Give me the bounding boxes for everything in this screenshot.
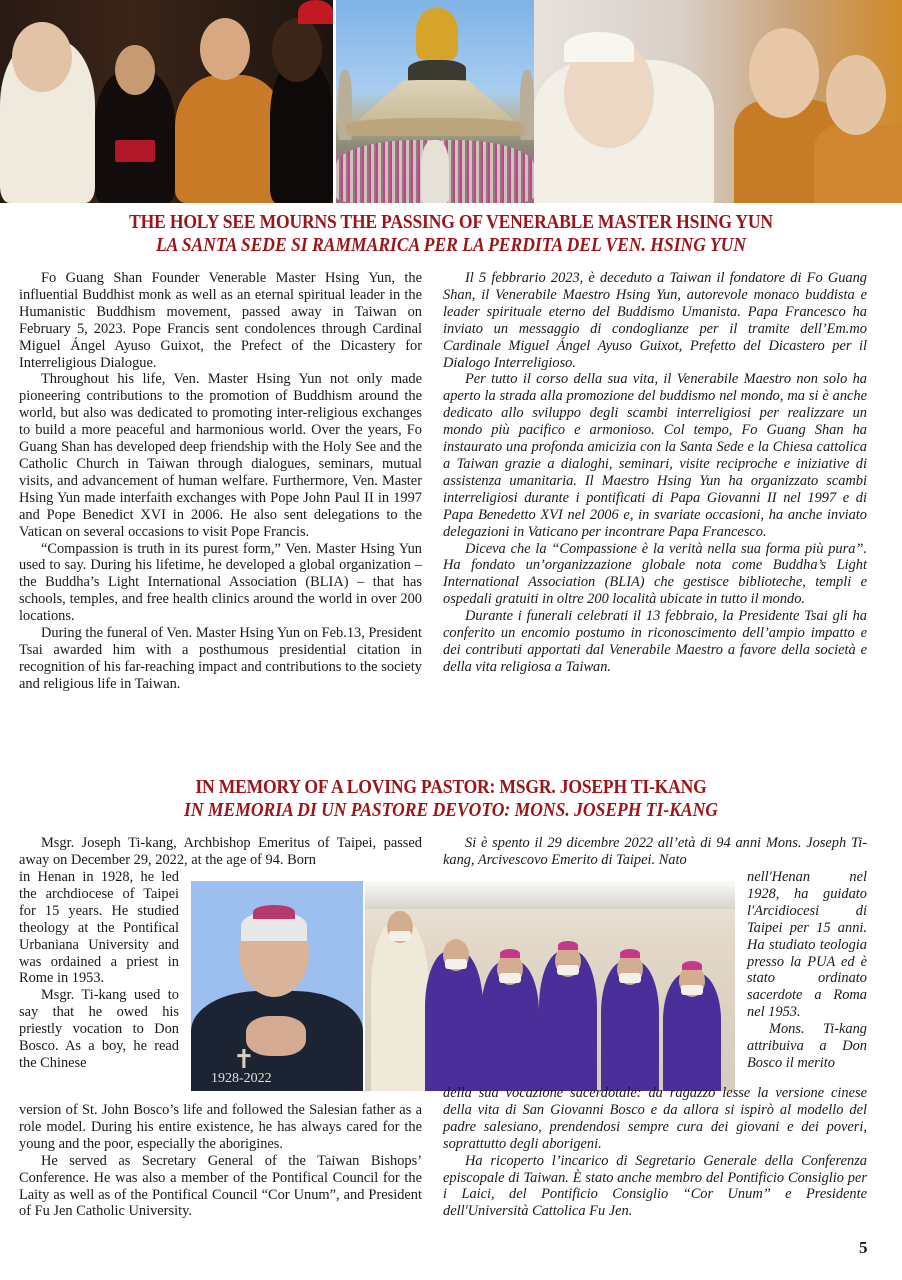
article-2-italian-intro — [443, 835, 867, 869]
face-mask — [619, 973, 641, 983]
ceiling — [365, 881, 735, 909]
paragraph: Durante i funerali celebrati il 13 febbraio, la Presidente Tsai gli ha conferito un encomio postumo in riconoscimento dell’ampio impatto e dei contributi apportati dal Venerabile Maestro a favore della società e della vita religiosa a Taiwan. — [443, 608, 867, 675]
magenta-zucchetto — [682, 961, 702, 970]
funeral-mass-bishops-photo — [365, 881, 735, 1091]
figure-monk — [175, 75, 285, 203]
article-2-title-it: IN MEMORIA DI UN PASTORE DEVOTO: MONS. JOSEPH TI-KANG — [184, 800, 718, 821]
paragraph: During the funeral of Ven. Master Hsing Yun on Feb.13, President Tsai awarded him with a posthumous presidential citation in recognition of his far-reaching impact and contributions to the society and religious life in Taiwan. — [19, 625, 422, 692]
memorial-hall — [356, 80, 516, 122]
paragraph: della sua vocazione sacerdotale: da ragazzo lesse la versione cinese della vita di San Giovanni Bosco e da allora si ispirò al modello del padre salesiano, prendendosi sempre cura dei giovani e dei poveri, soprattutto degli aborigeni. — [443, 1085, 867, 1152]
statue-base — [408, 60, 466, 82]
article-2-italian-wrap-column — [747, 869, 867, 1072]
figure-nun — [814, 125, 902, 203]
article-1-title-it: LA SANTA SEDE SI RAMMARICA PER LA PERDITA DEL VEN. HSING YUN — [155, 235, 747, 256]
face-mask — [681, 985, 703, 995]
paragraph: nell'Henan nel 1928, ha guidato l'Arcidiocesi di Taipei per 15 anni. Ha studiato teologia presso la PUA ed è stato ordinato sacerdote a Roma nel 1953. — [747, 869, 867, 1021]
page-number: 5 — [859, 1238, 868, 1257]
red-sash — [115, 140, 155, 162]
article-2-title-en: IN MEMORY OF A LOVING PASTOR: MSGR. JOSEPH TI-KANG — [195, 777, 707, 798]
article-1-headline — [0, 211, 902, 257]
face-mask — [557, 965, 579, 975]
paragraph: Fo Guang Shan Founder Venerable Master Hsing Yun, the influential Buddhist monk as well as an eternal spiritual leader in the Humanistic Buddhism movement, passed away in Taiwan on February 5, 2023. Pope Francis sent condolences through Cardinal Miguel Ángel Ayuso Guixot, the Prefect of the Dicastery for Interreligious Dialogue. — [19, 270, 422, 371]
paragraph: He served as Secretary General of the Taiwan Bishops’ Conference. He was also a member of the Pontifical Council for the Laity as well as of the Pontifical Council “Cor Unum”, and President of Fu Jen Catholic University. — [19, 1152, 422, 1220]
figure-head — [115, 45, 155, 95]
red-zucchetto — [298, 0, 333, 24]
article-1-title-en: THE HOLY SEE MOURNS THE PASSING OF VENERABLE MASTER HSING YUN — [129, 212, 773, 233]
paragraph: Diceva che la “Compassione è la verità nella sua forma più pura”. Ha fondato un’organizzazione globale nota come Buddha’s Light International Association (BLIA) che gestisce biblioteche, templi e ospedali gratuiti in oltre 200 località ubicate in tutto il mondo. — [443, 540, 867, 608]
paragraph: Throughout his life, Ven. Master Hsing Yun not only made pioneering contributions to the promotion of Buddhism around the world, but also was dedicated to promoting inter-religious exchanges to build a more peaceful and harmonious world. Over the years, Fo Guang Shan has developed deep friendship with the Holy See and the Catholic Church in Taiwan through dialogues, seminars, mutual visits, and advancement of human welfare. Furthermore, Ven. Master Hsing Yun made interfaith exchanges with Pope John Paul II in 1997 and Pope Benedict XVI in 2006. He also sent delegations to the Vatican on several occasions to visit Pope Francis. — [19, 371, 422, 540]
paragraph: Si è spento il 29 dicembre 2022 all’età di 94 anni Mons. Joseph Ti-kang, Arcivescovo Emerito di Taipei. Nato — [443, 835, 867, 868]
article-2-english-wrap-column — [19, 869, 179, 1072]
article-2-english-continued — [19, 1102, 422, 1220]
white-zucchetto — [564, 32, 634, 62]
article-2-english-intro — [19, 835, 422, 869]
figure-head — [749, 28, 819, 118]
cross-icon: ✝ — [233, 1045, 255, 1074]
paragraph: Msgr. Ti-kang used to say that he owed his priestly vocation to Don Bosco. As a boy, he read the Chinese — [19, 987, 179, 1071]
pope-benedict-xvi-meeting-photo — [534, 0, 902, 203]
portrait-caption-years: 1928-2022 — [211, 1071, 272, 1086]
magenta-zucchetto — [558, 941, 578, 950]
paragraph: Il 5 febbrario 2023, è deceduto a Taiwan il fondatore di Fo Guang Shan, il Venerabile Maestro Hsing Yun, autorevole monaco buddista e leader spirituale eterno del Buddismo Umanista. Papa Francesco ha inviato un messaggio di condoglianze per il tramite dell’Em.mo Cardinale Miguel Ángel Ayuso Guixot, Prefetto del Dicastero per il Dialogo Interreligioso. — [443, 270, 867, 371]
article-2-headline — [0, 776, 902, 822]
golden-buddha-statue — [416, 8, 458, 60]
header-photo-strip — [0, 0, 902, 203]
folded-hands — [246, 1016, 306, 1056]
article-1-italian-column — [443, 270, 867, 676]
magenta-zucchetto — [253, 905, 295, 919]
article-1-english-column — [19, 270, 422, 693]
figure-head — [12, 22, 72, 92]
pope-john-paul-ii-meeting-photo — [0, 0, 333, 203]
figure-head — [826, 55, 886, 135]
magenta-zucchetto — [620, 949, 640, 958]
paragraph: “Compassion is truth in its purest form,” Ven. Master Hsing Yun used to say. During his lifetime, he developed a global organization – the Buddha’s Light International Association (BLIA) – that has schools, temples, and free health clinics around the world in over 200 locations. — [19, 540, 422, 625]
paragraph: version of St. John Bosco’s life and followed the Salesian father as a role model. During his entire existence, he has always cared for the young and the poor, especially the aborigines. — [19, 1102, 422, 1152]
face-mask — [445, 959, 467, 969]
figure-head — [272, 18, 322, 82]
face-mask — [389, 931, 411, 941]
figure-bishop — [425, 951, 483, 1091]
paragraph: Mons. Ti-kang attribuiva a Don Bosco il merito — [747, 1021, 867, 1071]
face-mask — [499, 973, 521, 983]
figure-head — [200, 18, 250, 80]
magenta-zucchetto — [500, 949, 520, 958]
paragraph: Per tutto il corso della sua vita, il Venerabile Maestro non solo ha aperto la strada alla promozione del buddismo nel mondo, ma si è anche dedicato allo sviluppo degli scambi interreligiosi per realizzare un mondo più pacifico e armonioso. Col tempo, Fo Guang Shan ha instaurato una profonda amicizia con la Santa Sede e la Chiesa cattolica a Taiwan grazie a dialoghi, seminari, visite reciproche e iniziative di assistenza umanitaria. Il Maestro Hsing Yun ha organizzato scambi interreligiosi durante i pontificati di Papa Giovanni II nel 1997 e di Papa Benedetto XVI nel 2006 e, in svariate occasioni, ha anche inviato delegazioni in Vaticano per incontrare Papa Francesco. — [443, 371, 867, 540]
article-2-italian-continued — [443, 1085, 867, 1220]
hall-facade — [346, 118, 524, 136]
figure-priest — [371, 921, 429, 1091]
paragraph: Ha ricoperto l’incarico di Segretario Generale della Conferenza episcopale di Taiwan. È stato anche membro del Pontificio Consiglio per i Laici, del Pontificio Consiglio “Cor Unum” e Presidente dell'Università Cattolica Fu Jen. — [443, 1152, 867, 1220]
central-aisle — [421, 140, 449, 203]
fo-guang-shan-buddha-memorial-photo — [336, 0, 534, 203]
paragraph: Msgr. Joseph Ti-kang, Archbishop Emeritus of Taipei, passed away on December 29, 2022, at the age of 94. Born — [19, 835, 422, 868]
paragraph: in Henan in 1928, he led the archdiocese of Taipei for 15 years. He studied theology at the Pontifical Urbaniana University and was ordained a priest in Rome in 1953. — [19, 869, 179, 987]
archbishop-ti-kang-portrait — [191, 881, 363, 1091]
